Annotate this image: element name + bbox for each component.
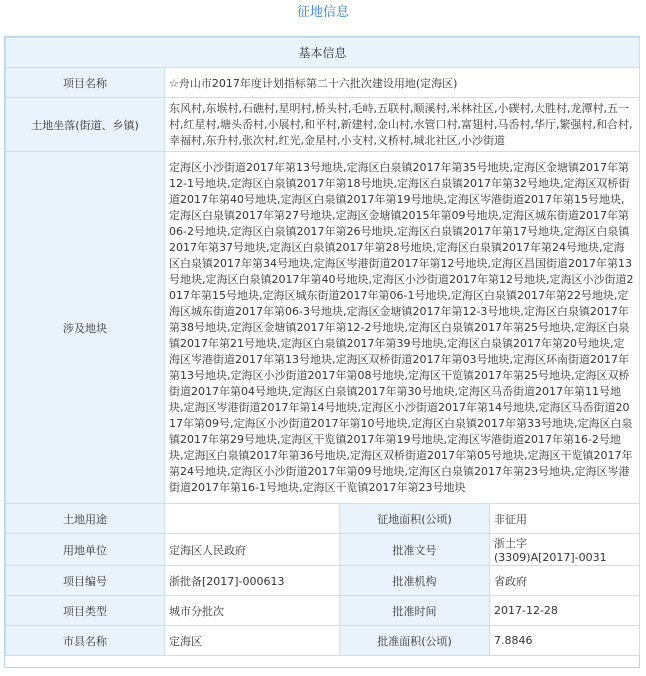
location-label: 土地坐落(街道、乡镇) [6, 98, 165, 152]
project-type-value: 城市分批次 [165, 596, 340, 626]
info-table [5, 37, 640, 656]
project-no-label: 项目编号 [6, 566, 165, 596]
plots-value: 定海区小沙街道2017年第13号地块,定海区白泉镇2017年第35号地块,定海区金塘镇2017年第12-1号地块,定海区白泉镇2017年第18号地块,定海区白泉镇2017年第32号地块,定海区双桥街道2017年第40号地块,定海区白泉镇2017年第19号地块,定海区岑港街道2017年第15号地块,定海区白泉镇2017年第27号地块,定海区金塘镇2015年第09号地块,定海区城东街道2017年第06-2号地块,定海区白泉镇2017年第26号地块,定海区白泉镇2017年第17号地块,定海区白泉镇2017年第37号地块,定海区白泉镇2017年第28号地块,定海区白泉镇2017年第24号地块,定海区白泉镇2017年第34号地块,定海区岑港街道2017年第12号地块,定海区昌国街道2017年第13号地块,定海区白泉镇2017年第40号地块,定海区小沙街道2017年第12号地块,定海区小沙街道2017年第15号地块,定海区城东街道2017年第06-1号地块,定海区白泉镇2017年第22号地块,定海区城东街道2017年第06-3号地块,定海区金塘镇2017年第12-3号地块,定海区白泉镇2017年第38号地块,定海区金塘镇2017年第12-2号地块,定海区白泉镇2017年第25号地块,定海区白泉镇2017年第21号地块,定海区白泉镇2017年第39号地块,定海区白泉镇2017年第20号地块,定海区岑港街道2017年第13号地块,定海区双桥街道2017年第03号地块,定海区环南街道2017年第13号地块,定海区小沙街道2017年第08号地块,定海区干览镇2017年第25号地块,定海区双桥街道2017年第04号地块,定海区白泉镇2017年第30号地块,定海区马岙街道2017年第11号地块,定海区岑港街道2017年第14号地块,定海区小沙街道2017年第14号地块,定海区马岙街道2017年第09号,定海区小沙街道2017年第10号地块,定海区白泉镇2017年第33号地块,定海区白泉镇2017年第29号地块,定海区干览镇2017年第19号地块,定海区岑港街道2017年第16-2号地块,定海区白泉镇2017年第36号地块,定海区双桥街道2017年第05号地块,定海区干览镇2017年第24号地块,定海区小沙街道2017年第09号地块,定海区白泉镇2017年第23号地块,定海区岑港街道2017年第16-1号地块,定海区干览镇2017年第23号地块 [165, 152, 640, 504]
approval-org-value: 省政府 [490, 566, 640, 596]
approval-area-label: 批准面积(公顷) [340, 626, 490, 656]
approval-org-label: 批准机构 [340, 566, 490, 596]
approval-time-value: 2017-12-28 [490, 596, 640, 626]
location-value: 东风村,东堠村,石礁村,星明村,桥头村,毛峙,五联村,顺溪村,米林社区,小碶村,大胜村,龙潭村,五一村,红星村,塘头岙村,小展村,和平村,新建村,金山村,水管口村,富翅村,马岙村,华厅,繁强村,和合村,幸福村,东升村,张次村,红光,金星村,小支村,义桥村,城北社区,小沙街道 [165, 98, 640, 152]
project-type-label: 项目类型 [6, 596, 165, 626]
project-name-label: 项目名称 [6, 68, 165, 98]
info-panel [4, 36, 640, 668]
project-name-value: ☆舟山市2017年度计划指标第二十六批次建设用地(定海区) [165, 68, 640, 98]
county-label: 市县名称 [6, 626, 165, 656]
land-use-label: 土地用途 [6, 504, 165, 534]
approval-time-label: 批准时间 [340, 596, 490, 626]
approval-doc-value: 浙土字(3309)A[2017]-0031 [490, 534, 640, 566]
county-value: 定海区 [165, 626, 340, 656]
approval-area-value: 7.8846 [490, 626, 640, 656]
land-use-value [165, 504, 340, 534]
section-title: 基本信息 [6, 38, 640, 68]
user-unit-value: 定海区人民政府 [165, 534, 340, 566]
area-levied-label: 征地面积(公顷) [340, 504, 490, 534]
approval-doc-label: 批准文号 [340, 534, 490, 566]
area-levied-value: 非征用 [490, 504, 640, 534]
user-unit-label: 用地单位 [6, 534, 165, 566]
plots-label: 涉及地块 [6, 152, 165, 504]
page-title: 征地信息 [296, 5, 349, 20]
project-no-value: 浙批备[2017]-000613 [165, 566, 340, 596]
